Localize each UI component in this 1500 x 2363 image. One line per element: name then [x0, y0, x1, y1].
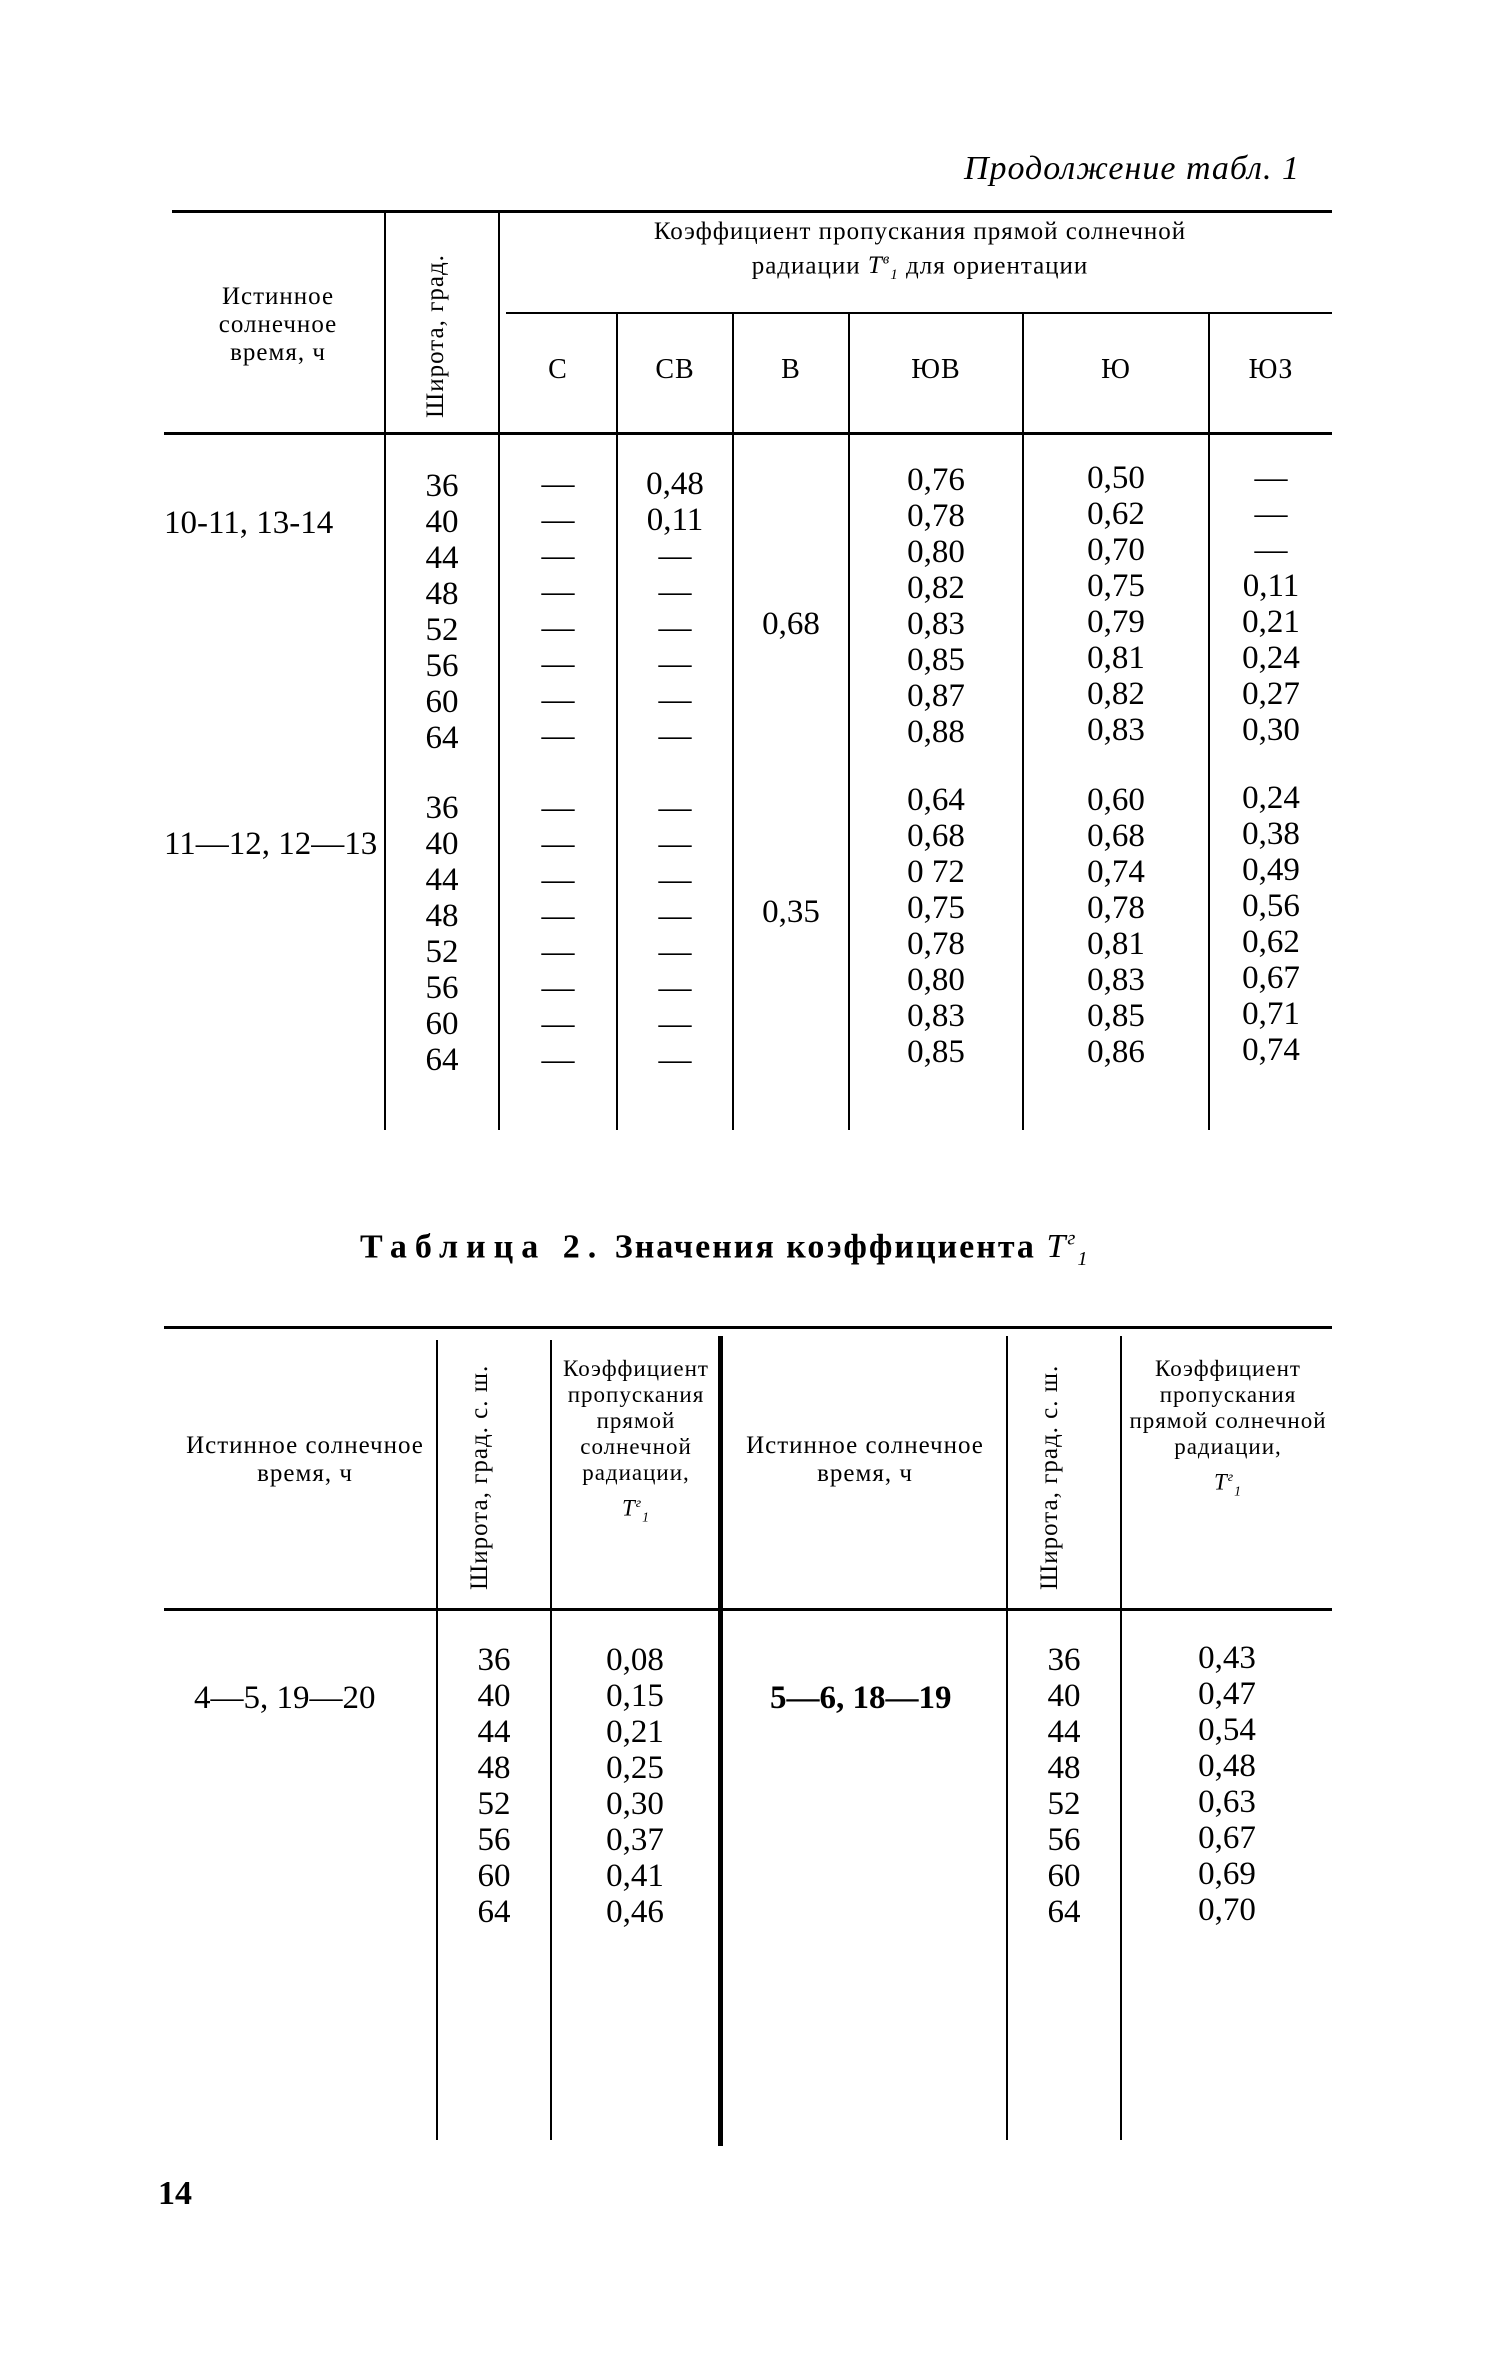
table2-left-coef-symbol — [558, 1490, 714, 1530]
cell: 0,48 — [1198, 1748, 1256, 1784]
cell: 52 — [477, 1786, 511, 1822]
cell: 64 — [477, 1894, 511, 1930]
cell: 60 — [477, 1858, 511, 1894]
cell: — — [658, 538, 692, 574]
cell: — — [541, 862, 575, 898]
table1-orient-YUV: ЮВ — [911, 354, 961, 385]
cell: 0,76 — [907, 462, 965, 498]
cell: 40 — [425, 826, 459, 862]
cell: 48 — [1047, 1750, 1081, 1786]
table1-coef-header-line1: Коэффициент пропускания прямой солнечной — [653, 218, 1187, 245]
cell: 36 — [477, 1642, 511, 1678]
cell: — — [541, 466, 575, 502]
cell: — — [541, 934, 575, 970]
cell: 0,43 — [1198, 1640, 1256, 1676]
cell: 0,83 — [907, 998, 965, 1034]
cell: — — [541, 646, 575, 682]
cell: 0,68 — [762, 606, 820, 642]
cell: 0,60 — [1087, 782, 1145, 818]
cell: — — [541, 1042, 575, 1078]
sup: г — [635, 1495, 643, 1510]
table2-top-rule — [164, 1326, 1332, 1329]
cell: 44 — [425, 540, 459, 576]
cell: 0,64 — [907, 782, 965, 818]
page-number: 14 — [158, 2175, 192, 2212]
cell: 0,70 — [1087, 532, 1145, 568]
sub: 1 — [642, 1509, 651, 1525]
cell: 60 — [425, 684, 459, 720]
cell: — — [541, 898, 575, 934]
cell: 52 — [425, 934, 459, 970]
cell: 0,63 — [1198, 1784, 1256, 1820]
cell: 0,79 — [1087, 604, 1145, 640]
table1-coef-header-tail: для ориентации — [906, 252, 1089, 280]
cell: 0,21 — [606, 1714, 664, 1750]
cell: — — [658, 970, 692, 1006]
cell: 0,83 — [1087, 712, 1145, 748]
cell: — — [658, 826, 692, 862]
cell: 0,71 — [1242, 996, 1300, 1032]
cell: 0,67 — [1198, 1820, 1256, 1856]
table1-group2-YU — [1024, 782, 1208, 1070]
table1-group2-YUZ — [1210, 780, 1332, 1068]
cell: — — [541, 502, 575, 538]
table1-group1-YU — [1024, 460, 1208, 748]
cell: — — [658, 682, 692, 718]
table1-group1-V — [734, 606, 848, 642]
table1-group1-SV — [618, 466, 732, 754]
cell: 0,80 — [907, 962, 965, 998]
table1-latitude-header: Широта, град. — [422, 254, 449, 418]
cell: 0,46 — [606, 1894, 664, 1930]
cell: — — [541, 538, 575, 574]
cell: 0,75 — [907, 890, 965, 926]
table2-title-prefix: Таблица 2. — [360, 1228, 605, 1266]
table1-orient-SV: СВ — [655, 354, 695, 385]
cell: 40 — [1047, 1678, 1081, 1714]
cell: — — [541, 610, 575, 646]
cell: — — [658, 898, 692, 934]
cell: 0,24 — [1242, 780, 1300, 816]
cell: 44 — [477, 1714, 511, 1750]
cell: 0,49 — [1242, 852, 1300, 888]
table1-coef-sup: в — [882, 252, 891, 268]
table2-right-coef-symbol — [1128, 1464, 1328, 1504]
table2-header-rule — [164, 1608, 1332, 1611]
cell: 0,81 — [1087, 926, 1145, 962]
cell: 52 — [1047, 1786, 1081, 1822]
cell: — — [1254, 532, 1288, 568]
table2-vline-center — [718, 1336, 723, 2146]
cell: 0,30 — [1242, 712, 1300, 748]
cell: 0,81 — [1087, 640, 1145, 676]
cell: 0,85 — [1087, 998, 1145, 1034]
table2-title-text: Значения коэффициента — [614, 1228, 1036, 1266]
table2-left-coef-header — [558, 1356, 714, 1530]
cell: 48 — [425, 576, 459, 612]
cell: — — [541, 682, 575, 718]
cell: 48 — [425, 898, 459, 934]
cell: 0,74 — [1087, 854, 1145, 890]
table1-header-rule — [164, 432, 1332, 435]
cell: 0,68 — [1087, 818, 1145, 854]
cell: 64 — [1047, 1894, 1081, 1930]
cell: 0,11 — [646, 502, 704, 538]
cell: — — [658, 790, 692, 826]
cell: 40 — [425, 504, 459, 540]
cell: 0,47 — [1198, 1676, 1256, 1712]
cell: 0,78 — [907, 498, 965, 534]
cell: 52 — [425, 612, 459, 648]
cell: 60 — [1047, 1858, 1081, 1894]
sub: 1 — [1234, 1483, 1243, 1499]
cell: 0,30 — [606, 1786, 664, 1822]
cell: 0,48 — [646, 466, 704, 502]
table1-group2-S — [500, 790, 616, 1078]
cell: 44 — [425, 862, 459, 898]
cell: 0,74 — [1242, 1032, 1300, 1068]
cell: — — [1254, 496, 1288, 532]
cell: 0,41 — [606, 1858, 664, 1894]
cell: 0,62 — [1242, 924, 1300, 960]
table2-left-time: 4—5, 19—20 — [194, 1680, 376, 1716]
table1-orient-YU: Ю — [1101, 354, 1131, 385]
cell: 0,67 — [1242, 960, 1300, 996]
table1-group1-YUV — [850, 462, 1022, 750]
table2-title-sup: г — [1067, 1228, 1078, 1250]
cell: — — [541, 790, 575, 826]
table1-group2-latitudes — [386, 790, 498, 1078]
cell: 0,24 — [1242, 640, 1300, 676]
cell: 56 — [425, 970, 459, 1006]
cell: — — [1254, 460, 1288, 496]
table2-left-values — [552, 1642, 718, 1930]
table2-right-values — [1122, 1640, 1332, 1928]
cell: — — [658, 1006, 692, 1042]
table2-title-sub: 1 — [1077, 1248, 1090, 1271]
cell: — — [658, 934, 692, 970]
cell: 56 — [477, 1822, 511, 1858]
table2-right-coef-header — [1128, 1356, 1328, 1504]
table2-left-latitude-header: Широта, град. с. ш. — [466, 1364, 493, 1590]
cell: 0,68 — [907, 818, 965, 854]
cell: 0,56 — [1242, 888, 1300, 924]
cell: — — [541, 718, 575, 754]
table2-right-latitudes — [1008, 1642, 1120, 1930]
cell: — — [658, 862, 692, 898]
cell: 0,80 — [907, 534, 965, 570]
table1-orient-S: С — [548, 354, 568, 385]
table1-group1-latitudes — [386, 468, 498, 756]
cell: 0,15 — [606, 1678, 664, 1714]
cell: 0,70 — [1198, 1892, 1256, 1928]
cell: 0,75 — [1087, 568, 1145, 604]
cell: 0,87 — [907, 678, 965, 714]
cell: 0,85 — [907, 1034, 965, 1070]
cell: — — [658, 1042, 692, 1078]
cell: 0,35 — [762, 894, 820, 930]
cell: 0,62 — [1087, 496, 1145, 532]
cell: — — [541, 574, 575, 610]
table2-title — [360, 1228, 1260, 1271]
cell: 0,08 — [606, 1642, 664, 1678]
cell: 64 — [425, 1042, 459, 1078]
cell: 48 — [477, 1750, 511, 1786]
cell: 0,82 — [907, 570, 965, 606]
table1-coef-header — [510, 218, 1330, 289]
cell: 0,78 — [907, 926, 965, 962]
cell: — — [658, 646, 692, 682]
cell: — — [658, 574, 692, 610]
table1-group1-YUZ — [1210, 460, 1332, 748]
sup: г — [1227, 1469, 1235, 1484]
table1-coef-header-line2 — [510, 246, 1330, 289]
cell: 0,69 — [1198, 1856, 1256, 1892]
table1-time-header: Истинное солнечное время, ч — [218, 283, 338, 366]
table2-title-symbol: T — [1046, 1228, 1068, 1266]
cell: 0,88 — [907, 714, 965, 750]
cell: — — [541, 970, 575, 1006]
cell: 36 — [1047, 1642, 1081, 1678]
table2-left-latitudes — [438, 1642, 550, 1930]
cell: 36 — [425, 468, 459, 504]
cell: 0,86 — [1087, 1034, 1145, 1070]
table1-top-rule — [172, 210, 1332, 213]
table2-right-coef-header-text: Коэффициент пропускания прямой солнечной радиации, — [1129, 1356, 1327, 1459]
continuation-label: Продолжение табл. 1 — [963, 150, 1300, 187]
table1-coef-symbol: T — [867, 252, 883, 280]
table1-group2-V — [734, 894, 848, 930]
symbol: T — [1213, 1469, 1228, 1495]
cell: 56 — [425, 648, 459, 684]
cell: 56 — [1047, 1822, 1081, 1858]
cell: 0,27 — [1242, 676, 1300, 712]
cell: — — [541, 826, 575, 862]
cell: — — [658, 610, 692, 646]
table2-right-time-header: Истинное солнечное время, ч — [746, 1432, 984, 1487]
cell: 0,85 — [907, 642, 965, 678]
table1-vline-4 — [732, 314, 734, 1130]
cell: 0,21 — [1242, 604, 1300, 640]
cell: 0,50 — [1087, 460, 1145, 496]
table1-orient-YUZ: ЮЗ — [1248, 354, 1294, 385]
table1-group2-YUV — [850, 782, 1022, 1070]
cell: 64 — [425, 720, 459, 756]
cell: — — [541, 1006, 575, 1042]
cell: 36 — [425, 790, 459, 826]
cell: 60 — [425, 1006, 459, 1042]
cell: 0,11 — [1242, 568, 1300, 604]
cell: 40 — [477, 1678, 511, 1714]
table1-coef-sub: 1 — [890, 267, 899, 284]
cell: 0,82 — [1087, 676, 1145, 712]
table1-coef-header-line2-text: радиации — [751, 252, 861, 280]
cell: 0,83 — [907, 606, 965, 642]
table2-left-coef-header-text: Коэффициент пропускания прямой солнечной радиации, — [563, 1356, 709, 1485]
cell: 0 72 — [907, 854, 965, 890]
table1-group1-time: 10-11, 13-14 — [164, 505, 334, 541]
cell: 0,54 — [1198, 1712, 1256, 1748]
table2-right-time: 5—6, 18—19 — [770, 1680, 952, 1716]
table1-orient-V: В — [781, 354, 801, 385]
table1-group1-S — [500, 466, 616, 754]
cell: 0,38 — [1242, 816, 1300, 852]
cell: 0,78 — [1087, 890, 1145, 926]
table1-group2-time: 11—12, 12—13 — [164, 826, 378, 862]
symbol: T — [621, 1495, 636, 1521]
table2-left-time-header: Истинное солнечное время, ч — [186, 1432, 424, 1487]
table2-right-latitude-header: Широта, град. с. ш. — [1036, 1364, 1063, 1590]
table1-group2-SV — [618, 790, 732, 1078]
cell: — — [658, 718, 692, 754]
cell: 0,37 — [606, 1822, 664, 1858]
cell: 44 — [1047, 1714, 1081, 1750]
cell: 0,83 — [1087, 962, 1145, 998]
cell: 0,25 — [606, 1750, 664, 1786]
